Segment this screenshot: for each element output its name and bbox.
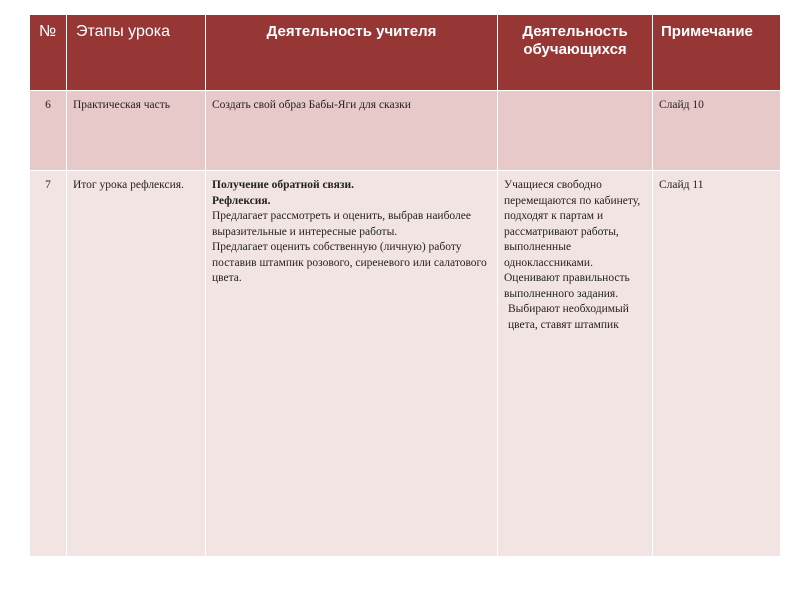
teacher-heading-feedback: Получение обратной связи. [212, 179, 354, 191]
note-cell: Слайд 10 [653, 91, 781, 171]
teacher-text-review: Предлагает рассмотреть и оценить, выбрав наиболее выразительные и интересные работы. [212, 210, 471, 238]
header-teacher-activity: Деятельность учителя [206, 15, 498, 91]
table-header-row [30, 15, 781, 91]
student-activity-cell [498, 171, 653, 557]
teacher-activity-cell: Создать свой образ Бабы-Яги для сказки [206, 91, 498, 171]
lesson-plan-table [29, 14, 781, 557]
note-cell: Слайд 11 [653, 171, 781, 557]
table-row [30, 91, 781, 171]
student-activity-cell [498, 91, 653, 171]
stage-cell: Итог урока рефлексия. [67, 171, 206, 557]
row-number-cell: 7 [30, 171, 67, 557]
header-note: Примечание [653, 15, 781, 91]
student-text-stamp: Выбирают необходимый цвета, ставят штампик [508, 303, 629, 331]
teacher-activity-cell [206, 171, 498, 557]
table-row [30, 171, 781, 557]
teacher-heading-reflection: Рефлексия. [212, 194, 271, 207]
header-number: № [30, 15, 67, 91]
stage-cell: Практическая часть [67, 91, 206, 171]
student-text-review: Учащиеся свободно перемещаются по кабинету, подходят к партам и рассматривают работы, выполненные одноклассниками. Оценивают правильность выполненного задания. [504, 179, 641, 300]
header-lesson-stages: Этапы урока [67, 15, 206, 91]
header-student-activity: Деятельность обучающихся [498, 15, 653, 91]
teacher-text-self-assessment: Предлагает оценить собственную (личную) работу поставив штампик розового, сиреневого или салатового цвета. [212, 241, 487, 284]
row-number-cell: 6 [30, 91, 67, 171]
